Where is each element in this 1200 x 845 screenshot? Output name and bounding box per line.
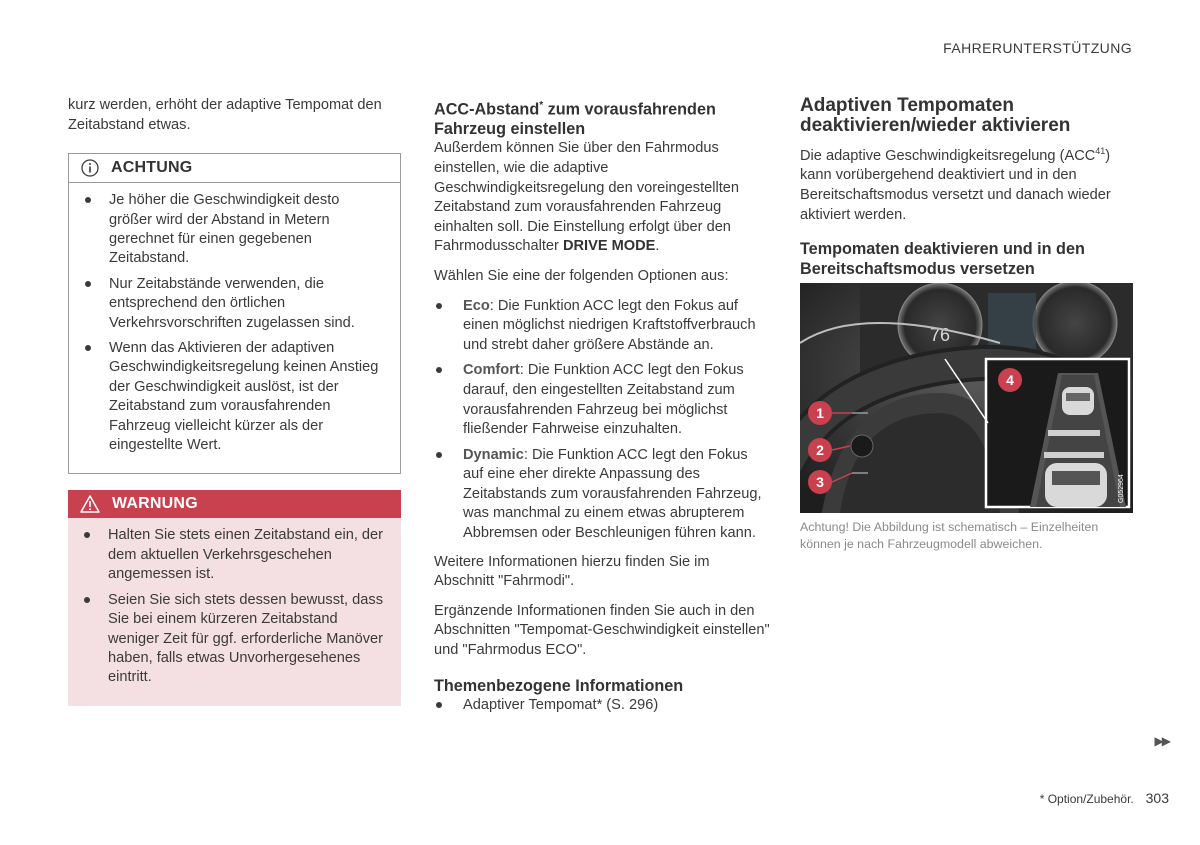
speed-readout: 76 bbox=[929, 325, 951, 346]
paragraph: Weitere Informationen hierzu finden Sie im Abschnitt "Fahrmodi". bbox=[434, 553, 710, 590]
column-left bbox=[68, 96, 401, 706]
achtung-title: ACHTUNG bbox=[111, 159, 193, 177]
related-list bbox=[434, 696, 770, 716]
page-footer bbox=[1040, 790, 1169, 806]
paragraph-text: Die adaptive Geschwindigkeitsregelung (ACC bbox=[800, 147, 1096, 164]
list-item: Nur Zeitabstände verwenden, die entsprechend den örtlichen Verkehrsvorschriften zugelassen sind. bbox=[83, 275, 386, 333]
figure-illustration bbox=[800, 283, 1133, 513]
acc-distance-heading bbox=[434, 96, 770, 139]
footnote-ref: 41 bbox=[1095, 146, 1106, 156]
warnung-list bbox=[68, 518, 401, 705]
paragraph bbox=[800, 142, 1135, 225]
option-note: * Option/Zubehör. bbox=[1039, 792, 1134, 806]
column-right bbox=[800, 96, 1135, 552]
intro-text: kurz werden, erhöht der adaptive Tempomat den Zeitabstand etwas. bbox=[68, 97, 382, 133]
option-comfort bbox=[434, 361, 770, 439]
subheading: Tempomaten deaktivieren und in den Bereitschaftsmodus versetzen bbox=[800, 240, 1085, 279]
list-item: Seien Sie sich stets dessen bewusst, dass Sie bei einem kürzeren Zeitabstand weniger Zeit für ggf. erforderliche Manöver haben, falls etwas Unvorhergesehenes eintritt. bbox=[82, 591, 387, 688]
paragraph-text: ) kann vorübergehend deaktiviert und in den Bereitschaftsmodus versetzt und danach wieder aktiviert werden. bbox=[800, 147, 1111, 223]
option-dynamic bbox=[434, 446, 770, 544]
list-item: Je höher die Geschwindigkeit desto größer wird der Abstand in Metern gerechnet für einen gegebenen Zeitabstand. bbox=[83, 191, 386, 269]
option-text: : Die Funktion ACC legt den Fokus auf einen möglichst niedrigen Kraftstoffverbrauch und strebt daher größere Abstände an. bbox=[463, 297, 756, 353]
option-eco bbox=[434, 297, 770, 356]
figure-caption: Achtung! Die Abbildung ist schematisch – Einzelheiten können je nach Fahrzeugmodell abweichen. bbox=[800, 520, 1099, 551]
figure-code: G052964 bbox=[1118, 474, 1125, 504]
achtung-list bbox=[69, 183, 400, 473]
svg-text:4: 4 bbox=[1006, 372, 1014, 389]
warnung-header bbox=[68, 490, 401, 518]
paragraph-text: Außerdem können Sie über den Fahrmodus einstellen, wie die adaptive Geschwindigkeitsregelung den voreingestellten Zeitabstand zum vorausfahrenden Fahrzeug einhalten soll. Die Einstellung erfolgt über den Fahrmodusschalter bbox=[434, 140, 740, 255]
warnung-box bbox=[68, 490, 401, 705]
option-text: : Die Funktion ACC legt den Fokus darauf, den eingestellten Zeitabstand zum vorausfahrenden Fahrzeug bei möglichst fließender Fahrweise einzuhalten. bbox=[463, 362, 744, 438]
option-name: Comfort bbox=[463, 362, 520, 379]
list-item: Wenn das Aktivieren der adaptiven Geschwindigkeitsregelung keinen Anstieg der Geschwindigkeit auslöst, ist der Zeitabstand zum vorausfahrenden Fahrzeug vielleicht kürzer als der eingestellte Wert. bbox=[83, 339, 386, 455]
option-name: Eco bbox=[463, 297, 490, 314]
related-link[interactable]: Adaptiver Tempomat* (S. 296) bbox=[434, 696, 770, 716]
continue-arrows-icon: ▶▶ bbox=[1154, 734, 1169, 748]
list-item: Halten Sie stets einen Zeitabstand ein, der dem aktuellen Verkehrsgeschehen angemessen ist. bbox=[82, 526, 387, 584]
option-star: * bbox=[539, 100, 544, 111]
achtung-box bbox=[68, 153, 401, 474]
heading-part: zum vorausfahrenden Fahrzeug einstellen bbox=[434, 100, 716, 139]
drive-mode-options bbox=[434, 297, 770, 544]
option-name: Dynamic bbox=[463, 446, 524, 463]
column-middle bbox=[434, 96, 770, 721]
warnung-title: WARNUNG bbox=[112, 495, 198, 513]
section-header: FAHRERUNTERSTÜTZUNG bbox=[943, 40, 1132, 56]
paragraph bbox=[434, 139, 770, 257]
paragraph: Ergänzende Informationen finden Sie auch in den Abschnitten "Tempomat-Geschwindigkeit einstellen" und "Fahrmodus ECO". bbox=[434, 602, 770, 659]
option-text: : Die Funktion ACC legt den Fokus auf eine eher direkte Anpassung des Zeitabstands zum vorausfahrenden Fahrzeug, was manchmal zu einem etwas abrupterem Abbremsen oder Beschleunigen führen kann. bbox=[463, 446, 762, 542]
achtung-header bbox=[69, 154, 400, 183]
related-heading: Themenbezogene Informationen bbox=[434, 676, 684, 695]
section-heading: Adaptiven Tempomaten deaktivieren/wieder aktivieren bbox=[800, 95, 1071, 136]
info-icon bbox=[81, 159, 99, 177]
svg-text:1: 1 bbox=[816, 405, 824, 422]
svg-text:3: 3 bbox=[816, 474, 824, 491]
drive-mode-keyword: DRIVE MODE bbox=[562, 238, 656, 255]
paragraph-text: . bbox=[655, 238, 660, 255]
steering-wheel-figure bbox=[800, 283, 1133, 513]
warning-triangle-icon bbox=[80, 495, 100, 513]
paragraph: Wählen Sie eine der folgenden Optionen aus: bbox=[434, 267, 729, 284]
heading-part: ACC-Abstand bbox=[434, 100, 540, 119]
page-number: 303 bbox=[1145, 790, 1169, 806]
svg-text:2: 2 bbox=[816, 442, 824, 459]
